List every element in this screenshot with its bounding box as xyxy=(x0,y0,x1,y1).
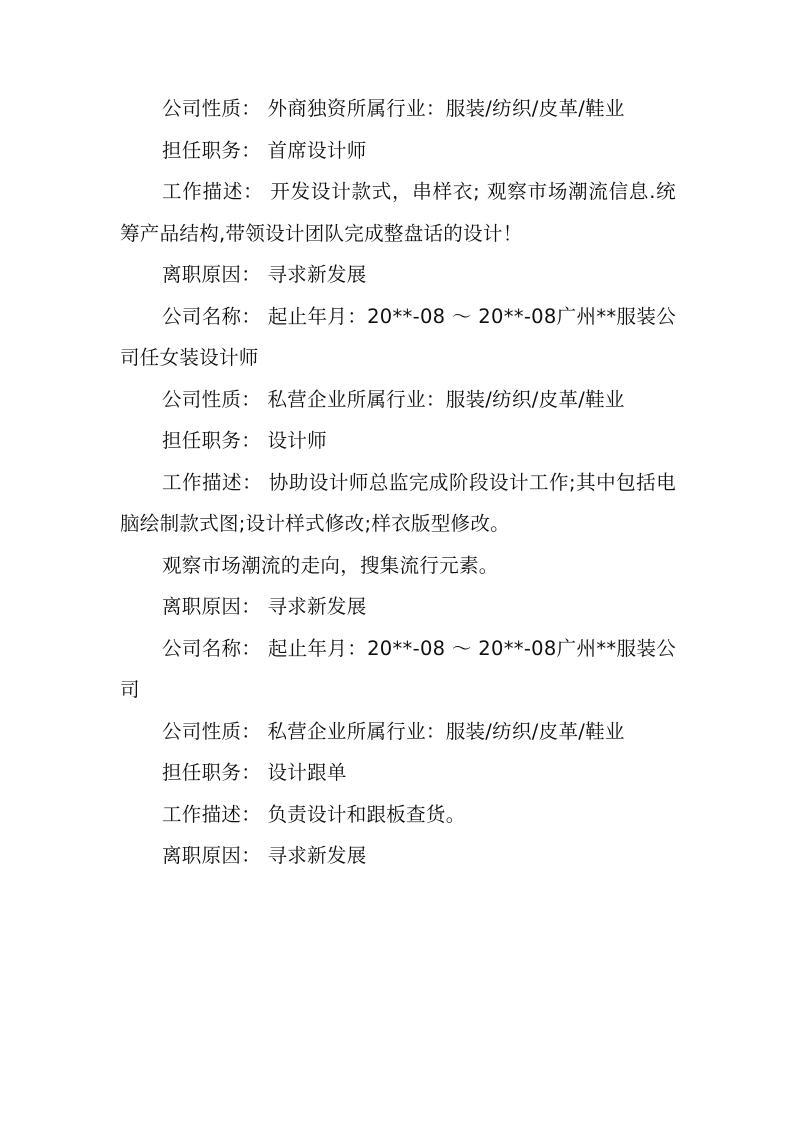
company-type-paragraph: 公司性质： 私营企业所属行业：服装/纺织/皮革/鞋业 xyxy=(162,719,625,743)
job-description-paragraph: 工作描述： 开发设计款式，串样衣; 观察市场潮流信息.统筹产品结构,带领设计团队完成整盘话的设计！ xyxy=(120,180,676,245)
company-type-paragraph: 公司性质： 私营企业所属行业：服装/纺织/皮革/鞋业 xyxy=(162,387,625,411)
position-paragraph: 担任职务： 设计师 xyxy=(162,429,327,452)
job-description-paragraph: 工作描述： 负责设计和跟板查货。 xyxy=(162,802,466,826)
job-description-continued-paragraph: 观察市场潮流的走向，搜集流行元素。 xyxy=(162,553,499,577)
job-description-paragraph: 工作描述： 协助设计师总监完成阶段设计工作;其中包括电脑绘制款式图;设计样式修改;样衣版型修改。 xyxy=(120,470,676,535)
leave-reason-paragraph: 离职原因： 寻求新发展 xyxy=(162,263,367,286)
leave-reason-paragraph: 离职原因： 寻求新发展 xyxy=(162,595,367,618)
document-page xyxy=(120,88,676,877)
company-name-paragraph: 公司名称： 起止年月：20**-08 ～ 20**-08广州**服装公司任女装设计师 xyxy=(120,304,676,369)
company-type-paragraph: 公司性质： 外商独资所属行业：服装/纺织/皮革/鞋业 xyxy=(162,97,625,120)
leave-reason-paragraph: 离职原因： 寻求新发展 xyxy=(162,844,367,867)
position-paragraph: 担任职务： 首席设计师 xyxy=(162,138,367,162)
position-paragraph: 担任职务： 设计跟单 xyxy=(162,761,347,784)
company-name-paragraph: 公司名称： 起止年月：20**-08 ～ 20**-08广州**服装公司 xyxy=(120,636,676,701)
